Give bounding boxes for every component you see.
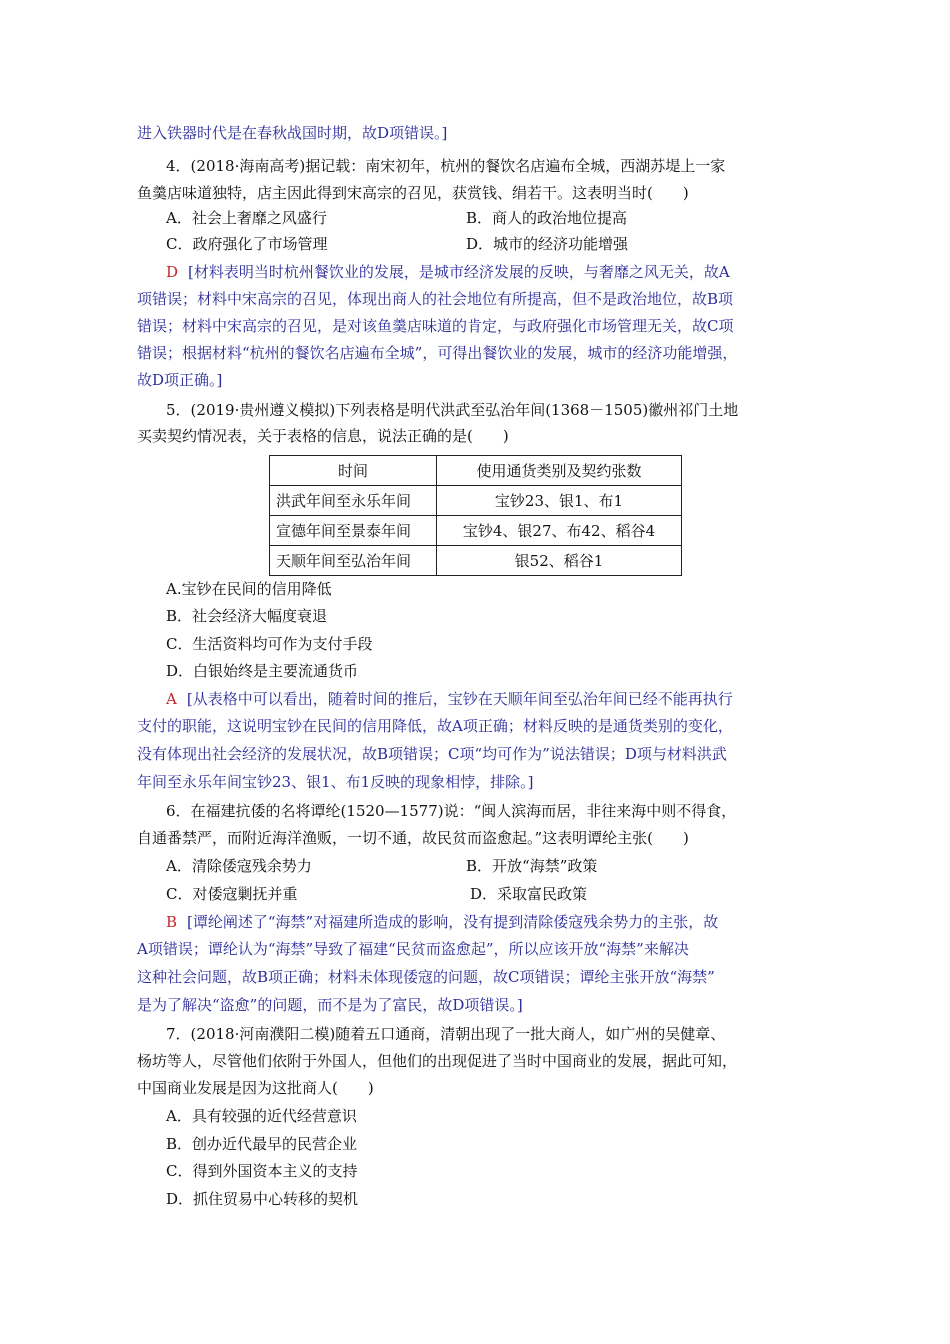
previous-explanation-tail: 进入铁器时代是在春秋战国时期，故D项错误。] [137,124,448,142]
q4-answer-line [166,262,730,282]
q4-stem-line-2: 鱼羹店味道独特，店主因此得到宋高宗的召见，获赏钱、绢若干。这表明当时( ) [137,184,689,202]
q6-explain-2: A项错误；谭纶认为“海禁”导致了福建“民贫而盗愈起”，所以应该开放“海禁”来解决 [137,940,689,958]
q6-explain-1: [谭纶阐述了“海禁”对福建所造成的影响，没有提到清除倭寇残余势力的主张，故 [187,913,719,931]
table-cell-period: 洪武年间至永乐年间 [270,486,437,516]
q5-explain-1: [从表格中可以看出，随着时间的推后，宝钞在天顺年间至弘治年间已经不能再执行 [186,690,733,708]
table-cell-currency: 宝钞4、银27、布42、稻谷4 [437,516,682,546]
q5-stem-line-2: 买卖契约情况表，关于表格的信息，说法正确的是( ) [137,427,509,445]
q4-answer: D [166,263,179,281]
q7-stem-line-2: 杨坊等人，尽管他们依附于外国人，但他们的出现促进了当时中国商业的发展，据此可知， [137,1052,738,1070]
q4-explain-1: [材料表明当时杭州餐饮业的发展，是城市经济发展的反映，与奢靡之风无关，故A [188,263,730,281]
q4-option-d: D．城市的经济功能增强 [466,235,629,253]
q7-option-d: D．抓住贸易中心转移的契机 [166,1190,359,1208]
q6-option-b: B．开放“海禁”政策 [466,857,598,875]
q6-stem-line-2: 自通番禁严，而附近海洋渔贩，一切不通，故民贫而盗愈起。”这表明谭纶主张( ) [137,829,689,847]
table-header-time: 时间 [270,456,437,486]
q6-stem-line-1: 6．在福建抗倭的名将谭纶(1520—1577)说：“闽人滨海而居，非往来海中则不得食， [166,802,737,820]
q5-option-a: A.宝钞在民间的信用降低 [166,580,332,598]
q5-explain-3: 没有体现出社会经济的发展状况，故B项错误；C项“均可作为”说法错误；D项与材料洪武 [137,745,727,763]
q6-answer: B [166,913,178,931]
table-cell-period: 宣德年间至景泰年间 [270,516,437,546]
table-row [270,546,682,576]
q4-option-a: A．社会上奢靡之风盛行 [166,209,327,227]
q4-option-c: C．政府强化了市场管理 [166,235,328,253]
table-row [270,486,682,516]
q6-option-d: D．采取富民政策 [470,885,588,903]
table-header-currency: 使用通货类别及契约张数 [437,456,682,486]
table-cell-period: 天顺年间至弘治年间 [270,546,437,576]
table-header-row [270,456,682,486]
q6-explain-4: 是为了解决“盗愈”的问题，而不是为了富民，故D项错误。] [137,996,523,1014]
q4-option-b: B．商人的政治地位提高 [466,209,628,227]
q4-explain-4: 错误；根据材料“杭州的餐饮名店遍布全城”，可得出餐饮业的发展，城市的经济功能增强， [137,344,738,362]
q6-option-c: C．对倭寇剿抚并重 [166,885,298,903]
q7-stem-line-3: 中国商业发展是因为这批商人( ) [137,1079,374,1097]
q7-option-a: A．具有较强的近代经营意识 [166,1107,357,1125]
table-cell-currency: 宝钞23、银1、布1 [437,486,682,516]
q6-answer-line [166,912,718,932]
q5-answer-line [166,689,733,709]
q7-option-b: B．创办近代最早的民营企业 [166,1135,358,1153]
q4-explain-5: 故D项正确。] [137,371,223,389]
q5-answer: A [166,690,177,708]
q5-explain-4: 年间至永乐年间宝钞23、银1、布1反映的现象相悖，排除。] [137,773,534,791]
q7-option-c: C．得到外国资本主义的支持 [166,1162,358,1180]
q5-option-b: B．社会经济大幅度衰退 [166,607,328,625]
table-row [270,516,682,546]
q5-stem-line-1: 5．(2019·贵州遵义模拟)下列表格是明代洪武至弘治年间(1368－1505)徽州祁门土地 [166,401,739,419]
q6-option-a: A．清除倭寇残余势力 [166,857,312,875]
table-cell-currency: 银52、稻谷1 [437,546,682,576]
q5-explain-2: 支付的职能，这说明宝钞在民间的信用降低，故A项正确；材料反映的是通货类别的变化， [137,717,733,735]
q7-stem-line-1: 7．(2018·河南濮阳二模)随着五口通商，清朝出现了一批大商人，如广州的吴健章、 [166,1025,726,1043]
q4-explain-3: 错误；材料中宋高宗的召见，是对该鱼羹店味道的肯定，与政府强化市场管理无关，故C项 [137,317,734,335]
currency-contract-table [269,455,682,576]
q5-option-c: C．生活资料均可作为支付手段 [166,635,373,653]
q4-explain-2: 项错误；材料中宋高宗的召见，体现出商人的社会地位有所提高，但不是政治地位，故B项 [137,290,734,308]
q5-option-d: D．白银始终是主要流通货币 [166,662,359,680]
q6-explain-3: 这种社会问题，故B项正确；材料未体现倭寇的问题，故C项错误；谭纶主张开放“海禁” [137,968,715,986]
q4-stem-line-1: 4．(2018·海南高考)据记载：南宋初年，杭州的餐饮名店遍布全城，西湖苏堤上一家 [166,157,726,175]
